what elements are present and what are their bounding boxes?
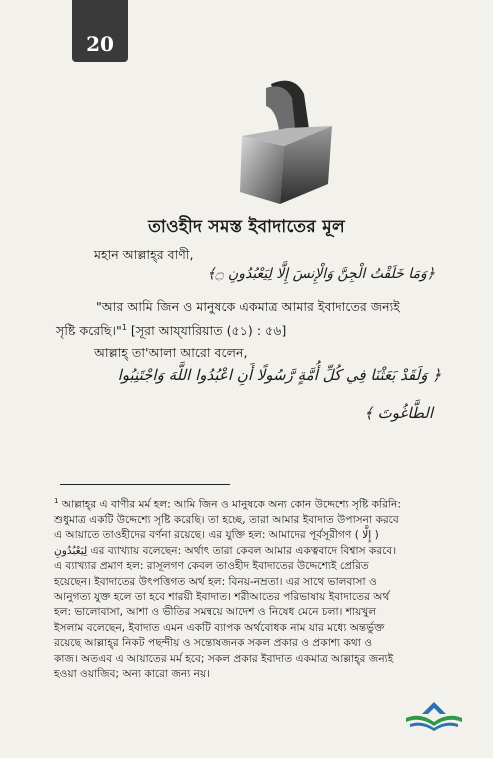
quran-verse-1: ﴿وَمَا خَلَقْتُ الْجِنَّ وَالْإِنسَ إِلَّا لِيَعْبُدُونِ ۝﴾ bbox=[207, 266, 435, 282]
publisher-logo bbox=[402, 700, 466, 732]
page-number: 20 bbox=[86, 32, 114, 56]
footnote-divider bbox=[60, 484, 230, 485]
footnote-block bbox=[54, 494, 452, 682]
footnote-line-1: $^1$ আল্লাহ্‌র এ বাণীর মর্ম হল: আমি জিন ও মানুষকে অন্য কোন উদ্দেশ্যে সৃষ্টি করিনি: bbox=[54, 497, 401, 511]
footnote-line-8: হল: ভালোবাসা, আশা ও ভীতির সমন্বয়ে আদেশ ও নিষেধ মেনে চলা। শায়খুল bbox=[54, 606, 377, 619]
footnote-line-12: হওয়া ওয়াজিব; অন্য কারো জন্য নয়। bbox=[54, 668, 211, 680]
quran-verse-2-line-1: ﴿ وَلَقَدْ بَعَثْنَا فِي كُلِّ أُمَّةٍ رَّسُولًا أَنِ اعْبُدُوا اللَّهَ وَاجْتَنِبُوا bbox=[117, 366, 441, 384]
footnote-line-10: রয়েছে আল্লাহ্‌র নিকট পছন্দীয় ও সন্তোষজনক সকল প্রকার ও প্রকাশ্য কথা ও bbox=[54, 637, 372, 650]
page-number-tab bbox=[72, 0, 128, 62]
section-heading: তাওহীদ সমস্ত ইবাদাতের মূল bbox=[148, 217, 345, 237]
footnote-line-9: ইসলাম বলেছেন, ইবাদাত এমন একটি ব্যাপক অর্থবোধক নাম যার মধ্যে অন্তর্ভুক্ত bbox=[54, 621, 385, 634]
footnote-line-2: শুধুমাত্র একটি উদ্দেশ্যে সৃষ্টি করেছি। তা হচ্ছে, তারা আমার ইবাদাত উপাসনা করবে bbox=[54, 513, 399, 526]
second-intro-line: আল্লাহ্‌ তা'আলা আরো বলেন, bbox=[94, 345, 248, 360]
surah-reference: [সূরা আয্‌যারিয়াত (৫১) : ৫৬] bbox=[130, 323, 287, 339]
footnote-line-3: এ আয়াতে তাওহীদের বর্ণনা রয়েছে। এর যুক্তি হল: আমাদের পূর্বসূরীগণ ( إِلَّا ) bbox=[54, 529, 379, 542]
footnote-marker: 1 bbox=[54, 497, 59, 505]
bookmark-folder-emblem bbox=[236, 76, 346, 206]
footnote-line-7: আনুগত্য যুক্ত হলে তা হবে শারয়ী ইবাদাত। শরীআতের পরিভাষায় ইবাদাতের অর্থ bbox=[54, 590, 390, 603]
footnote-marker: 1 bbox=[121, 323, 127, 332]
translation-text: সৃষ্টি করেছি।" bbox=[56, 323, 122, 339]
intro-line: মহান আল্লাহ্‌র বাণী, bbox=[94, 247, 194, 262]
footnote-line-5: এ ব্যাখ্যার প্রমাণ হল: রাসূলগণ কেবল তাওহীদ ইবাদাতের উদ্দেশ্যেই প্রেরিত bbox=[54, 560, 369, 573]
footnote-line-6: হয়েছেন। ইবাদাতের উৎপত্তিগত অর্থ হল: বিনয়-নম্রতা। এর সাথে ভালবাসা ও bbox=[54, 575, 377, 588]
translation-line-1: "আর আমি জিন ও মানুষকে একমাত্র আমার ইবাদাতের জন্যই bbox=[96, 299, 400, 314]
footnote-line-4: لِيَعْبُدُونِ এর ব্যাখ্যায় বলেছেন: অর্থাৎ তারা কেবল আমার একত্ববাদে বিশ্বাস করবে। bbox=[54, 544, 397, 557]
footnote-line-11: কাজ। অতএব এ আয়াতের মর্ম হবে; সকল প্রকার ইবাদাত একমাত্র আল্লাহ্‌র জন্যই bbox=[54, 652, 394, 665]
quran-verse-2-line-2: الطَّاغُوتَ ﴾ bbox=[364, 404, 433, 422]
translation-line-2 bbox=[56, 319, 286, 340]
